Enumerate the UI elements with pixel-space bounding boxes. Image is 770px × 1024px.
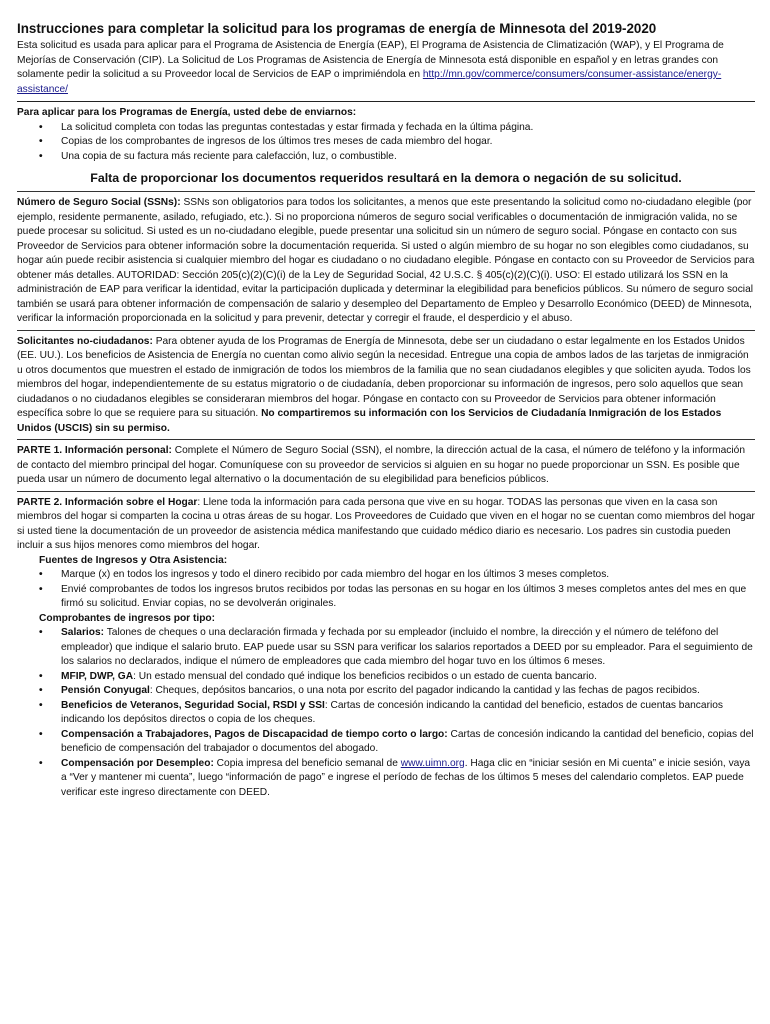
ssn-text: SSNs son obligatorios para todos los solicitantes, a menos que este presentando la solicitud como no-ciudadano elegible (por ejemplo, residente permanente, asilado, refugiado, etc.). Si no proporciona números de seguro social verificables o documentación de inmigración valida, no se puede procesar su solicitud. Si usted es un no-ciudadano elegible, puede presentar una solicitud sin un número de seguro social. Póngase en contacto con sus Proveedor de Servicios para obtener información sobre la documentación requerida. Si usted o algún miembro de su hogar no son elegibles como ciudadanos, su hogar aún puede recibir asistencia si cualquier miembro del hogar es ciudadano o no ciudadano elegible. Póngase en contacto con su Proveedor de Servicios para obtener más detalles. AUTORIDAD: Sección 205(c)(2)(C)(i) de la Ley de Seguridad Social, 42 U.S.C. § 405(c)(2)(C)(i). USO: El estado utilizará los SSN en la administración de EAP para verificar la identidad, evitar la participación duplicada y determinar la elegibilidad para beneficios públicos. Su número de seguro social también se usará para obtener información de compensación de salario y desempleo del Departamento de Empleo y Desarrollo Económico (DEED) de Minnesota, verificar la información proporcionada en la solicitud y para prevenir, detectar y corregir el fraude, el desperdicio y el abuso. bbox=[17, 197, 755, 324]
list-item bbox=[17, 670, 755, 685]
part2-intro bbox=[17, 496, 755, 554]
income-heading: Fuentes de Ingresos y Otra Asistencia: bbox=[39, 554, 228, 566]
uimn-link[interactable]: www.uimn.org bbox=[400, 757, 465, 769]
proof-heading: Comprobantes de ingresos por tipo: bbox=[39, 612, 216, 624]
section-divider bbox=[17, 101, 755, 102]
apply-list bbox=[17, 121, 755, 165]
proof-label: Compensación a Trabajadores, Pagos de Discapacidad de tiempo corto o largo: bbox=[61, 728, 448, 740]
apply-heading: Para aplicar para los Programas de Energía, usted debe de enviarnos: bbox=[17, 107, 357, 118]
intro-paragraph bbox=[17, 39, 755, 97]
ssn-label: Número de Seguro Social (SSNs): bbox=[17, 197, 181, 208]
income-list bbox=[17, 568, 755, 612]
list-item bbox=[17, 728, 755, 757]
proof-text: : Cartas de concesión indicando la cantidad del beneficio, estados de cuentas bancarios indicando los depósitos directos o copia de los cheques. bbox=[61, 699, 723, 725]
page-title: Instrucciones para completar la solicitud para los programas de energía de Minnesota del 2019-2020 bbox=[17, 21, 657, 36]
uscis-notice: No compartiremos su información con los Servicios de Ciudadanía Inmigración de los Estados Unidos (USCIS) sin su permiso. bbox=[17, 408, 722, 434]
proof-text: Cartas de concesión indicando la cantidad del beneficio, copias del beneficio de compensación del trabajador o documentos del abogado. bbox=[61, 728, 754, 754]
proof-text: . Haga clic en “iniciar sesión en Mi cuenta” e inicie sesión, vaya a “Ver y mantener mi cuenta”, luego “información de pago” e ingrese el período de fechas de los últimos 5 meses del calendario completos. EAP puede verificar este ingreso directamente con DEED. bbox=[61, 757, 751, 798]
proof-label: Beneficios de Veteranos, Seguridad Social, RSDI y SSI bbox=[61, 699, 325, 711]
part2-label: PARTE 2. Información sobre el Hogar bbox=[17, 496, 198, 508]
list-item bbox=[17, 684, 755, 699]
part1-label: PARTE 1. Información personal: bbox=[17, 445, 172, 456]
list-item: • Envié comprobantes de todos los ingresos brutos recibidos por todas las personas en su hogar en los últimos 3 meses completos antes del mes en que firmó su solicitud. Enviar copias, no se devolverán originales. bbox=[17, 583, 755, 612]
proof-text: Copia impresa del beneficio semanal de bbox=[213, 757, 401, 769]
noncitizens-section bbox=[17, 335, 755, 437]
proof-list bbox=[17, 626, 755, 800]
list-item: • Una copia de su factura más reciente para calefacción, luz, o combustible. bbox=[17, 150, 755, 165]
ssn-section bbox=[17, 196, 755, 327]
noncitizens-label: Solicitantes no-ciudadanos: bbox=[17, 335, 153, 347]
part1-text: Complete el Número de Seguro Social (SSN), el nombre, la dirección actual de la casa, el número de teléfono y la información de contacto del miembro principal del hogar. Comuníquese con su proveedor de servicios si alguien en su hogar no puede proporcionar un SSN. Es posible que pueda usar un número de documento legal alternativo o la documentación de su elegibilidad para beneficios públicos. bbox=[17, 445, 745, 485]
list-item: • Marque (x) en todos los ingresos y todo el dinero recibido por cada miembro del hogar en los últimos 3 meses completos. bbox=[17, 568, 755, 583]
list-item: • Copias de los comprobantes de ingresos de los últimos tres meses de cada miembro del hogar. bbox=[17, 135, 755, 150]
proof-text: : Cheques, depósitos bancarios, o una nota por escrito del pagador indicando la cantidad y las fechas de pagos recibidos. bbox=[149, 685, 700, 696]
part1-section bbox=[17, 444, 755, 488]
warning-heading: Falta de proporcionar los documentos requeridos resultará en la demora o negación de su solicitud. bbox=[90, 171, 682, 185]
proof-label: Compensación por Desempleo: bbox=[61, 757, 214, 769]
proof-label: MFIP, DWP, GA bbox=[61, 670, 134, 682]
proof-text: : Un estado mensual del condado qué indique los beneficios recibidos o un estado de cuenta bancario. bbox=[133, 670, 597, 682]
part2-text: : Llene toda la información para cada persona que vive en su hogar. TODAS las personas que viven en la casa son miembros del hogar si comparten la cocina u otras áreas de su hogar. Los Proveedores de Cuidado que viven en el hogar no se cuentan como miembros del hogar si usted tiene la documentación de un proveedor de asistencia médica manifestando que cuidado médico diario es necesario. Los padres sin custodia pueden incluir a sus hijos menores como miembros del hogar. bbox=[17, 496, 755, 551]
list-item bbox=[17, 757, 755, 801]
section-divider bbox=[17, 191, 755, 192]
list-item: • La solicitud completa con todas las preguntas contestadas y estar firmada y fechada en la última página. bbox=[17, 121, 755, 136]
list-item bbox=[17, 626, 755, 670]
section-divider bbox=[17, 439, 755, 440]
part2-section bbox=[17, 496, 755, 801]
proof-text: Talones de cheques o una declaración firmada y fechada por su empleador (incluido el nombre, la dirección y el número de teléfono del empleador) que indique el salario bruto. EAP puede usar su SSN para verificar los salarios reportados a DEED por su empleador. Para el seguimiento de los salarios no declarados, indique el número de empleadores que cada miembro del hogar tuvo en los últimos 6 meses. bbox=[61, 627, 753, 667]
section-divider bbox=[17, 491, 755, 492]
noncitizens-text: Para obtener ayuda de los Programas de Energía de Minnesota, debe ser un ciudadano o estar legalmente en los Estados Unidos (EE. UU.). Los beneficios de Asistencia de Energía no cuentan como alivio según la necesidad. Entregue una copia de ambos lados de las tarjetas de inmigración u otros documentos que muestren el estado de inmigración de todos los miembros de la familia que no sean ciudadanos elegibles y que soliciten ayuda. Todos los miembros del hogar, independientemente de su estatus migratorio o de ciudadanía, deben proporcionar su información de ingresos, pero solo aquellos que sean ciudadanos o no ciudadanos elegibles se consideraran miembros del hogar. Póngase en contacto con su Proveedor de Servicios para obtener información específica sobre lo que se requiere para su situación. bbox=[17, 335, 751, 419]
intro-text: Esta solicitud es usada para aplicar para el Programa de Asistencia de Energía (EAP), El Programa de Asistencia de Climatización (WAP), y El Programa de Mejorías de Conservación (CIP). La Solicitud de Los Programas de Asistencia de Energía de Minnesota está disponible en español y en letras grandes con solamente pedir la solicitud a su Proveedor local de Servicios de EAP o imprimiéndola en bbox=[17, 40, 724, 80]
energy-assistance-link[interactable]: http://mn.gov/commerce/consumers/consumer-assistance/energy-assistance/ bbox=[17, 69, 722, 95]
document-page bbox=[17, 0, 755, 800]
list-item bbox=[17, 699, 755, 728]
section-divider bbox=[17, 330, 755, 331]
proof-label: Salarios: bbox=[61, 627, 105, 638]
apply-section bbox=[17, 106, 755, 164]
proof-label: Pensión Conyugal bbox=[61, 685, 150, 696]
